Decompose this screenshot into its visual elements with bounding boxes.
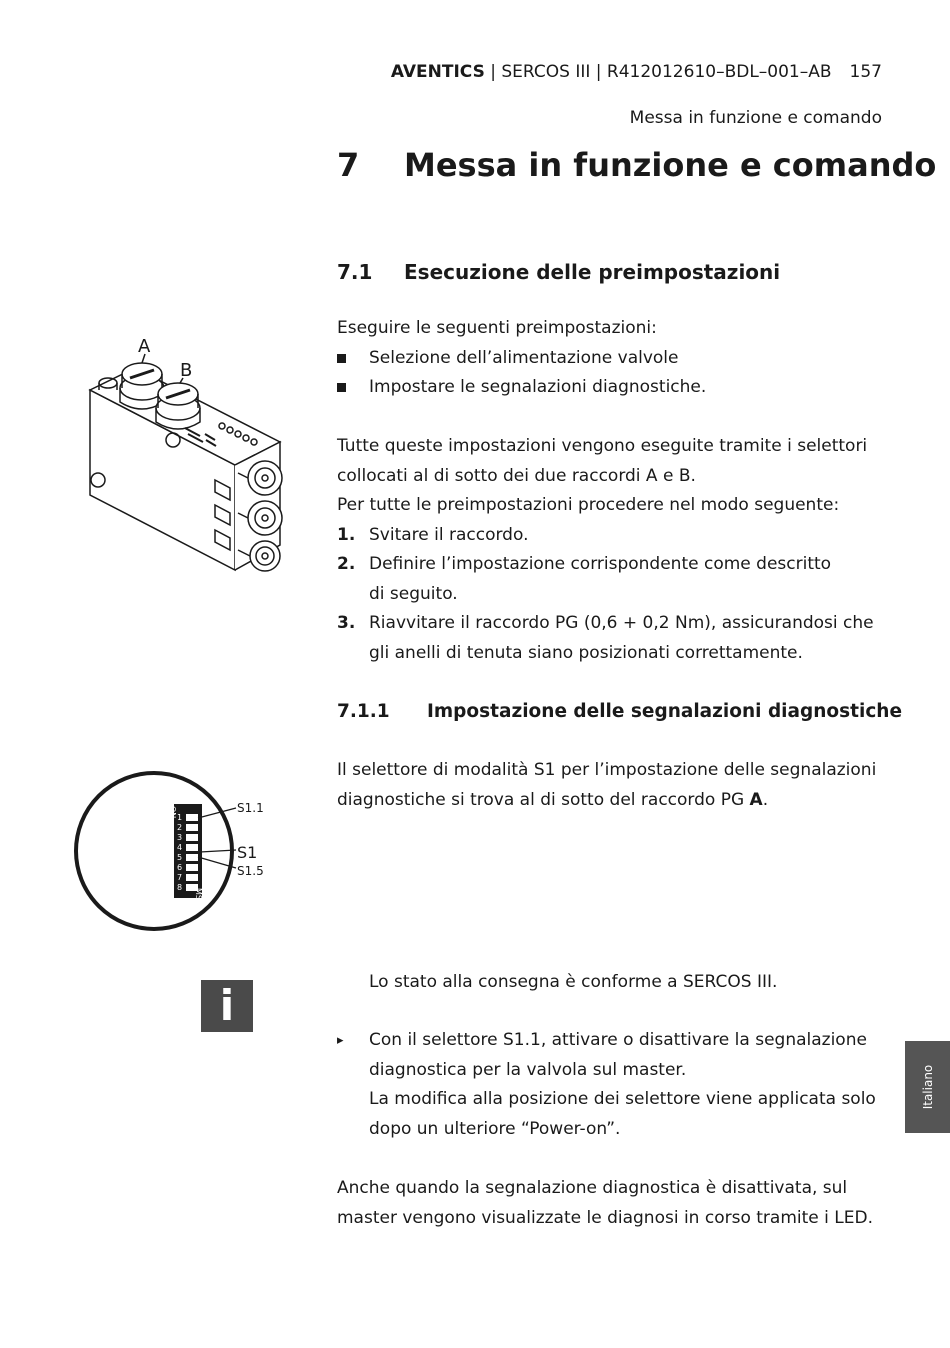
procedure-block — [337, 432, 874, 668]
device-illustration — [80, 330, 300, 580]
list-item: Impostare le segnalazioni diagnostiche. — [337, 373, 706, 403]
subsection-title: Impostazione delle segnalazioni diagnostiche — [427, 701, 903, 722]
preset-intro: Eseguire le seguenti preimpostazioni: — [337, 318, 657, 338]
step-item: 1. Svitare il raccordo. — [337, 524, 529, 545]
label-s1-1: S1.1 — [237, 801, 264, 815]
svg-text:7: 7 — [177, 873, 183, 882]
running-section-title: Messa in funzione e comando — [629, 108, 882, 128]
svg-text:4: 4 — [177, 843, 183, 852]
label-s1-5: S1.5 — [237, 864, 264, 878]
chapter-title: Messa in funzione e comando — [404, 146, 937, 184]
language-tab-label: Italiano — [920, 1064, 935, 1110]
step-continuation: gli anelli di tenuta siano posizionati correttamente. — [369, 642, 803, 663]
body-text: collocati al di sotto dei due raccordi A e B. — [337, 465, 696, 486]
selector-description: Il selettore di modalità S1 per l’impostazione delle segnalazioni diagnostiche si trova al di sotto del raccordo PG A. — [337, 760, 877, 810]
label-s1: S1 — [237, 843, 258, 862]
chapter-heading — [337, 146, 936, 184]
brand-name: AVENTICS — [390, 62, 485, 82]
info-note: Lo stato alla consegna è conforme a SERCOS III. — [369, 972, 778, 992]
list-item: Selezione dell’alimentazione valvole — [337, 344, 706, 374]
bullet-square-icon — [337, 383, 346, 392]
step-continuation: di seguito. — [369, 583, 458, 604]
subsection-number: 7.1.1 — [337, 701, 390, 722]
page-number: 157 — [849, 62, 882, 82]
label-b: B — [180, 360, 193, 381]
preset-list — [337, 314, 706, 403]
section-title: Esecuzione delle preimpostazioni — [404, 260, 781, 284]
bullet-square-icon — [337, 354, 346, 363]
switch-ms-label: MS — [194, 888, 203, 900]
svg-text:5: 5 — [177, 853, 183, 862]
svg-text:8: 8 — [177, 883, 183, 892]
svg-text:6: 6 — [177, 863, 183, 872]
section-heading — [337, 260, 780, 284]
step-item: 3. Riavvitare il raccordo PG (0,6 + 0,2 Nm), assicurandosi che — [337, 613, 874, 633]
body-text: Per tutte le preimpostazioni procedere nel modo seguente: — [337, 495, 840, 515]
instruction-block: ▸ Con il selettore S1.1, attivare o disattivare la segnalazione diagnostica per la valvola sul master. La modifica alla posizione dei selettore viene applicata solo dopo un ulteriore “Power-on”. — [337, 1026, 876, 1144]
running-header — [391, 62, 882, 82]
section-number: 7.1 — [337, 260, 373, 284]
subsection-heading — [337, 701, 902, 722]
chapter-number: 7 — [337, 146, 360, 184]
label-a: A — [138, 336, 151, 357]
switch-on-label: ON — [168, 806, 177, 819]
language-tab — [905, 1041, 950, 1133]
body-text: Tutte queste impostazioni vengono eseguite tramite i selettori — [337, 436, 868, 456]
svg-text:1: 1 — [177, 813, 183, 822]
svg-text:2: 2 — [177, 823, 183, 832]
info-icon: i — [201, 980, 253, 1032]
svg-text:3: 3 — [177, 833, 183, 842]
closing-paragraph: Anche quando la segnalazione diagnostica è disattivata, sul master vengono visualizzate le diagnosi in corso tramite i LED. — [337, 1178, 873, 1228]
step-item: 2. Definire l’impostazione corrispondente come descritto — [337, 554, 832, 574]
triangle-right-icon: ▸ — [337, 1033, 344, 1048]
document-id: | SERCOS III | R412012610–BDL–001–AB — [484, 62, 832, 82]
dip-switch-illustration — [72, 770, 272, 932]
